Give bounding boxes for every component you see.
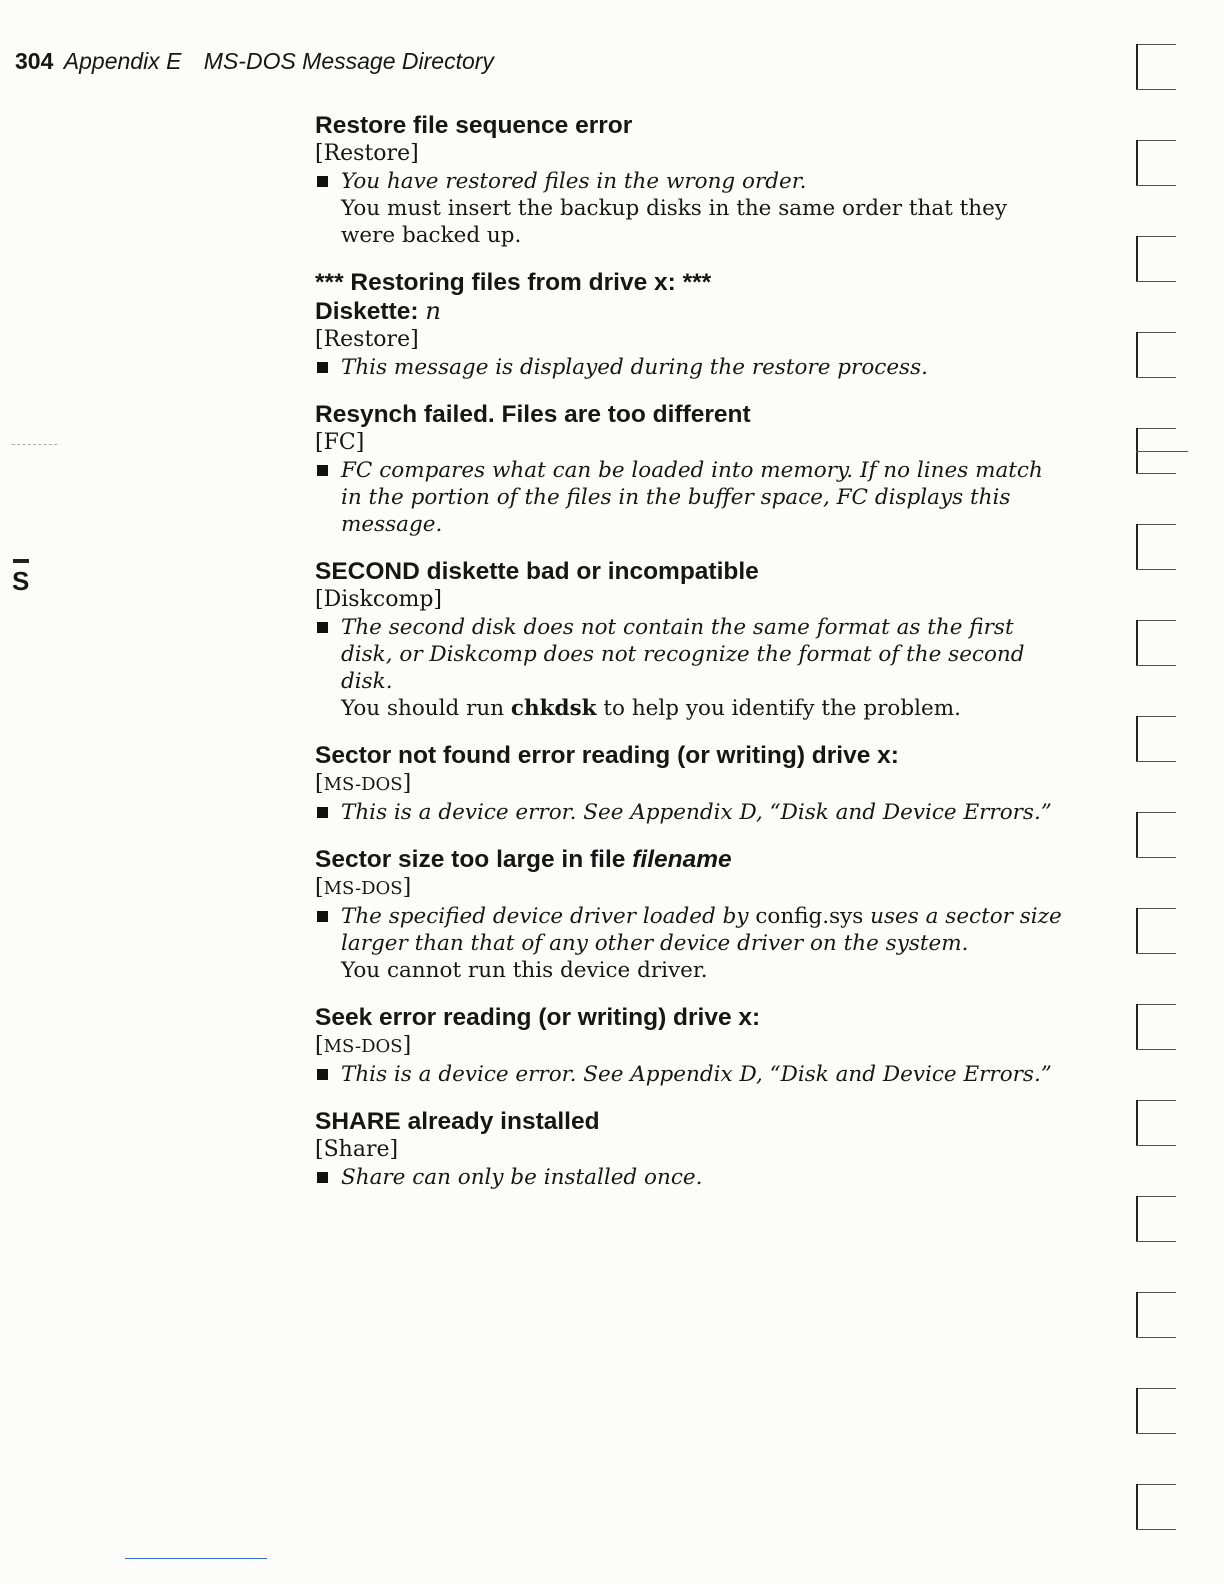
appendix-label: Appendix E xyxy=(63,48,182,74)
index-tab xyxy=(1130,40,1174,90)
message-entry xyxy=(315,742,1065,826)
message-heading: Resynch failed. Files are too different xyxy=(315,401,751,428)
message-note: You cannot run this device driver. xyxy=(341,958,708,983)
bullet-icon xyxy=(317,362,328,373)
source-name: FC xyxy=(323,430,356,455)
margin-rule xyxy=(12,444,57,445)
message-entry xyxy=(315,112,1065,249)
message-heading-line2 xyxy=(315,297,1065,326)
message-heading: SHARE already installed xyxy=(315,1108,600,1135)
source-name: Share xyxy=(323,1137,390,1162)
message-entry xyxy=(315,401,1065,538)
message-explanation xyxy=(315,799,1065,826)
index-tab xyxy=(1130,712,1174,762)
thumb-index-bar xyxy=(13,559,29,563)
index-tab xyxy=(1130,1480,1174,1530)
index-tab xyxy=(1130,616,1174,666)
index-tab xyxy=(1130,1288,1174,1338)
index-tab xyxy=(1130,328,1174,378)
heading-variable: n xyxy=(425,296,442,325)
message-note: You must insert the backup disks in the same order that they were backed up. xyxy=(341,196,1007,248)
source-name: Restore xyxy=(323,327,411,352)
explanation-text: FC compares what can be loaded into memory. If no lines match in the portion of the files in the buffer space, FC displays this message. xyxy=(341,458,1043,537)
bullet-icon xyxy=(317,622,328,633)
index-tab xyxy=(1130,904,1174,954)
index-tab xyxy=(1130,1000,1174,1050)
note-text: You should run xyxy=(341,696,505,721)
explanation-text: The second disk does not contain the same format as the first disk, or Diskcomp does not recognize the format of the second disk. xyxy=(341,615,1025,694)
command-name: chkdsk xyxy=(510,696,597,721)
bullet-icon xyxy=(317,1069,328,1080)
running-header xyxy=(15,48,494,75)
explanation-text: uses a sector size larger than that of any other device driver on the system. xyxy=(341,904,1062,956)
source-name: Restore xyxy=(323,141,411,166)
bullet-icon xyxy=(317,465,328,476)
index-tab xyxy=(1130,1192,1174,1242)
chapter-title: MS-DOS Message Directory xyxy=(203,48,494,74)
heading-text: Diskette: xyxy=(315,298,419,325)
thumb-index-letter: S xyxy=(12,566,30,596)
message-source: [Restore] xyxy=(315,141,419,166)
message-heading: SECOND diskette bad or incompatible xyxy=(315,558,759,585)
explanation-text: Share can only be installed once. xyxy=(341,1165,703,1190)
bullet-icon xyxy=(317,807,328,818)
message-source: [FC] xyxy=(315,430,365,455)
explanation-text: The specified device driver loaded by xyxy=(341,904,749,929)
heading-variable: filename xyxy=(632,846,732,873)
message-explanation xyxy=(315,1061,1065,1088)
message-explanation xyxy=(315,614,1065,695)
message-explanation xyxy=(315,457,1065,538)
source-name: MS-DOS xyxy=(323,1036,403,1057)
explanation-text: This is a device error. See Appendix D, “Disk and Device Errors.” xyxy=(341,1062,1052,1087)
file-name: config.sys xyxy=(755,904,864,929)
explanation-text: This is a device error. See Appendix D, “Disk and Device Errors.” xyxy=(341,800,1052,825)
index-tab xyxy=(1130,1096,1174,1146)
source-name: Diskcomp xyxy=(323,587,434,612)
index-tab xyxy=(1130,1384,1174,1434)
page-number: 304 xyxy=(15,48,54,74)
message-explanation xyxy=(315,1164,1065,1191)
message-heading: Sector not found error reading (or writing) drive x: xyxy=(315,742,899,769)
heading-text: Sector size too large in file xyxy=(315,846,626,873)
explanation-text: This message is displayed during the restore process. xyxy=(341,355,928,380)
message-heading: *** Restoring files from drive x: *** xyxy=(315,269,712,296)
message-heading xyxy=(315,846,1065,874)
message-list xyxy=(315,112,1065,1211)
message-source: [MS-DOS] xyxy=(315,1033,412,1058)
index-tab-active xyxy=(1130,424,1174,474)
message-entry xyxy=(315,269,1065,381)
message-entry xyxy=(315,558,1065,722)
message-source: [MS-DOS] xyxy=(315,771,412,796)
explanation-text: You have restored files in the wrong order. xyxy=(341,169,807,194)
index-tab xyxy=(1130,808,1174,858)
message-heading: Restore file sequence error xyxy=(315,112,633,139)
message-note xyxy=(315,695,1065,722)
footer-rule xyxy=(125,1558,267,1559)
bullet-icon xyxy=(317,176,328,187)
message-source: [MS-DOS] xyxy=(315,875,412,900)
bullet-icon xyxy=(317,1172,328,1183)
message-source: [Diskcomp] xyxy=(315,587,442,612)
index-tab xyxy=(1130,232,1174,282)
source-name: MS-DOS xyxy=(323,878,403,899)
message-entry xyxy=(315,846,1065,984)
message-heading: Seek error reading (or writing) drive x: xyxy=(315,1004,761,1031)
bullet-icon xyxy=(317,911,328,922)
index-tab xyxy=(1130,136,1174,186)
note-text: to help you identify the problem. xyxy=(603,696,961,721)
index-tab xyxy=(1130,520,1174,570)
message-explanation xyxy=(315,168,1065,195)
message-explanation xyxy=(315,354,1065,381)
message-entry xyxy=(315,1004,1065,1088)
message-entry xyxy=(315,1108,1065,1191)
source-name: MS-DOS xyxy=(323,774,403,795)
message-source: [Share] xyxy=(315,1137,399,1162)
message-explanation xyxy=(315,903,1065,957)
message-source: [Restore] xyxy=(315,327,419,352)
